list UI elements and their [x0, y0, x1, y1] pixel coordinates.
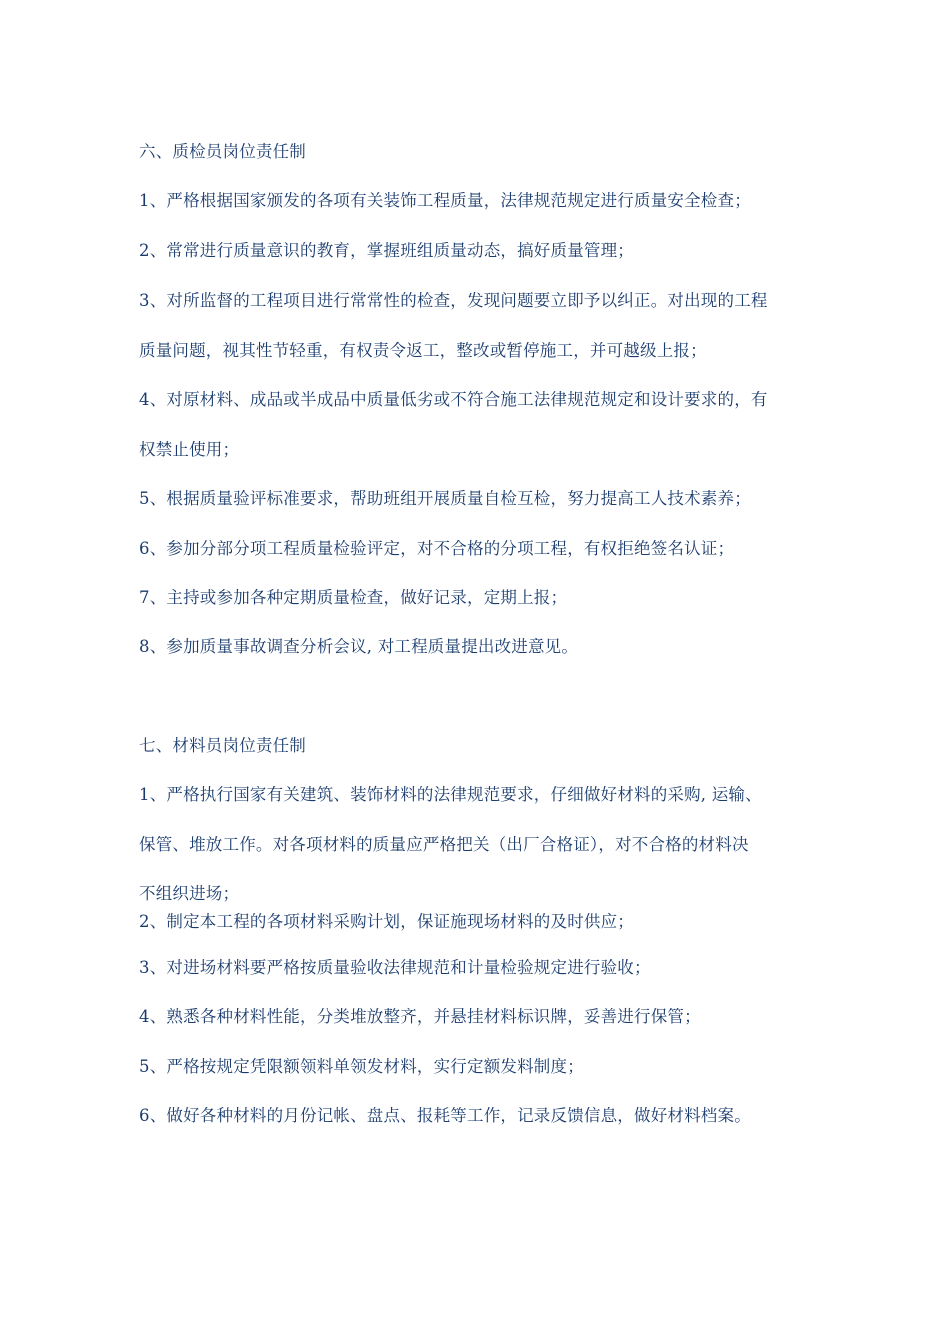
section-six-line-8: 6、参加分部分项工程质量检验评定，对不合格的分项工程，有权拒绝签名认证； — [139, 539, 735, 558]
section-seven-line-8: 6、做好各种材料的月份记帐、盘点、报耗等工作，记录反馈信息，做好材料档案。 — [139, 1106, 751, 1125]
section-six-line-1: 1、严格根据国家颁发的各项有关装饰工程质量，法律规范规定进行质量安全检查； — [139, 191, 751, 210]
section-seven-line-5: 3、对进场材料要严格按质量验收法律规范和计量检验规定进行验收； — [139, 958, 651, 977]
section-six-line-7: 5、根据质量验评标准要求，帮助班组开展质量自检互检，努力提高工人技术素养； — [139, 489, 751, 508]
section-seven-line-4: 2、制定本工程的各项材料采购计划，保证施现场材料的及时供应； — [139, 912, 634, 931]
section-seven-line-7: 5、严格按规定凭限额领料单领发材料，实行定额发料制度； — [139, 1057, 584, 1076]
section-six-heading: 六、质检员岗位责任制 — [139, 142, 306, 161]
section-seven-line-2: 保管、堆放工作。对各项材料的质量应严格把关（出厂合格证），对不合格的材料决 — [139, 835, 749, 854]
section-seven-line-1: 1、严格执行国家有关建筑、装饰材料的法律规范要求，仔细做好材料的采购, 运输、 — [139, 785, 762, 804]
section-six-line-10: 8、参加质量事故调查分析会议, 对工程质量提出改进意见。 — [139, 637, 579, 656]
section-seven-heading: 七、材料员岗位责任制 — [139, 736, 306, 755]
section-six-line-6: 权禁止使用； — [139, 440, 240, 459]
section-seven-line-6: 4、熟悉各种材料性能，分类堆放整齐，并悬挂材料标识牌，妥善进行保管； — [139, 1007, 701, 1026]
section-six-line-3: 3、对所监督的工程项目进行常常性的检查，发现问题要立即予以纠正。对出现的工程 — [139, 291, 768, 310]
section-six-line-4: 质量问题，视其性节轻重，有权责令返工，整改或暂停施工，并可越级上报； — [139, 341, 707, 360]
section-seven-line-3: 不组织进场； — [139, 884, 240, 903]
section-six-line-5: 4、对原材料、成品或半成品中质量低劣或不符合施工法律规范规定和设计要求的，有 — [139, 390, 768, 409]
section-six-line-2: 2、常常进行质量意识的教育，掌握班组质量动态，搞好质量管理； — [139, 241, 634, 260]
section-six-line-9: 7、主持或参加各种定期质量检查，做好记录，定期上报； — [139, 588, 568, 607]
